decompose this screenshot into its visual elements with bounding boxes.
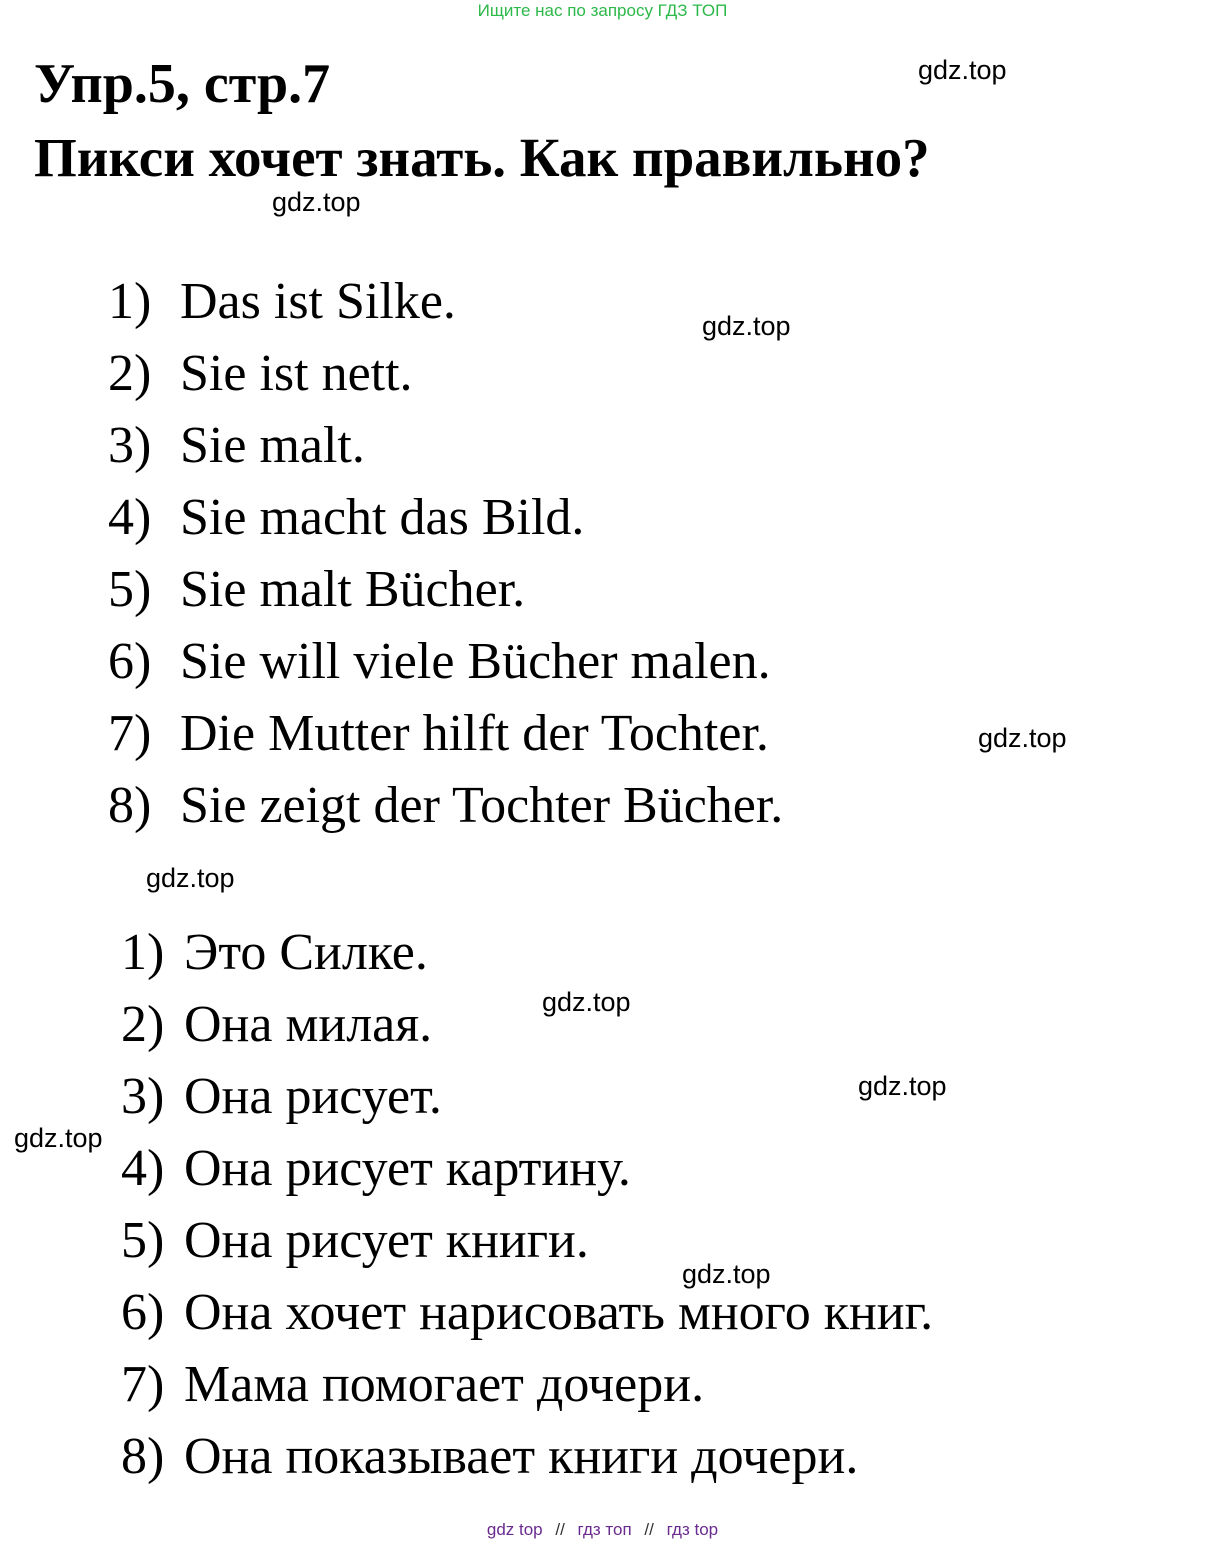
watermark: gdz.top bbox=[978, 723, 1067, 753]
list-item: 1) Das ist Silke. bbox=[108, 273, 456, 330]
sentence-text: Она милая. bbox=[184, 996, 433, 1053]
exercise-subtitle: Пикси хочет знать. Как правильно? bbox=[34, 127, 930, 188]
list-item: 4) Sie macht das Bild. bbox=[108, 489, 585, 546]
russian-translation-list bbox=[121, 917, 933, 1493]
list-item: 2) Она милая. bbox=[121, 996, 433, 1053]
list-item: 5) Она рисует книги. bbox=[121, 1212, 589, 1269]
watermark: gdz.top bbox=[542, 987, 631, 1017]
list-item: 3) Она рисует. bbox=[121, 1068, 442, 1125]
footer-link-gdz-top[interactable]: gdz top bbox=[486, 1520, 543, 1539]
list-item: 7) Die Mutter hilft der Tochter. bbox=[108, 705, 769, 762]
sentence-text: Sie zeigt der Tochter Bücher. bbox=[180, 777, 784, 834]
list-item: 7) Мама помогает дочери. bbox=[121, 1356, 705, 1413]
german-sentence-list bbox=[108, 266, 783, 842]
footer-separator: // bbox=[644, 1520, 654, 1539]
sentence-text: Sie will viele Bücher malen. bbox=[180, 633, 771, 690]
list-item: 6) Sie will viele Bücher malen. bbox=[108, 633, 771, 690]
watermark: gdz.top bbox=[682, 1259, 771, 1289]
sentence-text: Die Mutter hilft der Tochter. bbox=[180, 705, 769, 762]
sentence-text: Она рисует. bbox=[184, 1068, 442, 1125]
sentence-text: Она рисует книги. bbox=[184, 1212, 589, 1269]
exercise-title: Упр.5, стр.7 bbox=[34, 53, 331, 115]
watermark: gdz.top bbox=[858, 1071, 947, 1101]
list-item: 3) Sie malt. bbox=[108, 417, 365, 474]
sentence-text: Sie malt. bbox=[180, 417, 365, 474]
sentence-text: Мама помогает дочери. bbox=[184, 1356, 705, 1413]
list-item: 2) Sie ist nett. bbox=[108, 345, 413, 402]
list-item: 5) Sie malt Bücher. bbox=[108, 561, 526, 618]
list-item: 6) Она хочет нарисовать много книг. bbox=[121, 1284, 934, 1341]
footer-separator: // bbox=[555, 1520, 565, 1539]
footer-links bbox=[0, 1518, 1205, 1542]
sentence-text: Sie ist nett. bbox=[180, 345, 413, 402]
watermark: gdz.top bbox=[146, 863, 235, 893]
watermark: gdz.top bbox=[918, 55, 1007, 85]
list-item: 4) Она рисует картину. bbox=[121, 1140, 631, 1197]
sentence-text: Das ist Silke. bbox=[180, 273, 456, 330]
watermark: gdz.top bbox=[702, 311, 791, 341]
list-item: 1) Это Силке. bbox=[121, 924, 428, 981]
list-item: 8) Она показывает книги дочери. bbox=[121, 1428, 859, 1485]
sentence-text: Это Силке. bbox=[184, 924, 428, 981]
footer-link-gdz-top-mixed[interactable]: гдз top bbox=[666, 1520, 719, 1539]
watermark: gdz.top bbox=[272, 187, 361, 217]
sentence-text: Она хочет нарисовать много книг. bbox=[184, 1284, 934, 1341]
list-item: 8) Sie zeigt der Tochter Bücher. bbox=[108, 777, 784, 834]
sentence-text: Sie malt Bücher. bbox=[180, 561, 526, 618]
search-banner: Ищите нас по запросу ГДЗ ТОП bbox=[477, 1, 728, 20]
sentence-text: Она показывает книги дочери. bbox=[184, 1428, 859, 1485]
sentence-text: Sie macht das Bild. bbox=[180, 489, 585, 546]
footer-link-gdz-top-ru[interactable]: гдз топ bbox=[577, 1520, 632, 1539]
watermark: gdz.top bbox=[14, 1123, 103, 1153]
sentence-text: Она рисует картину. bbox=[184, 1140, 631, 1197]
